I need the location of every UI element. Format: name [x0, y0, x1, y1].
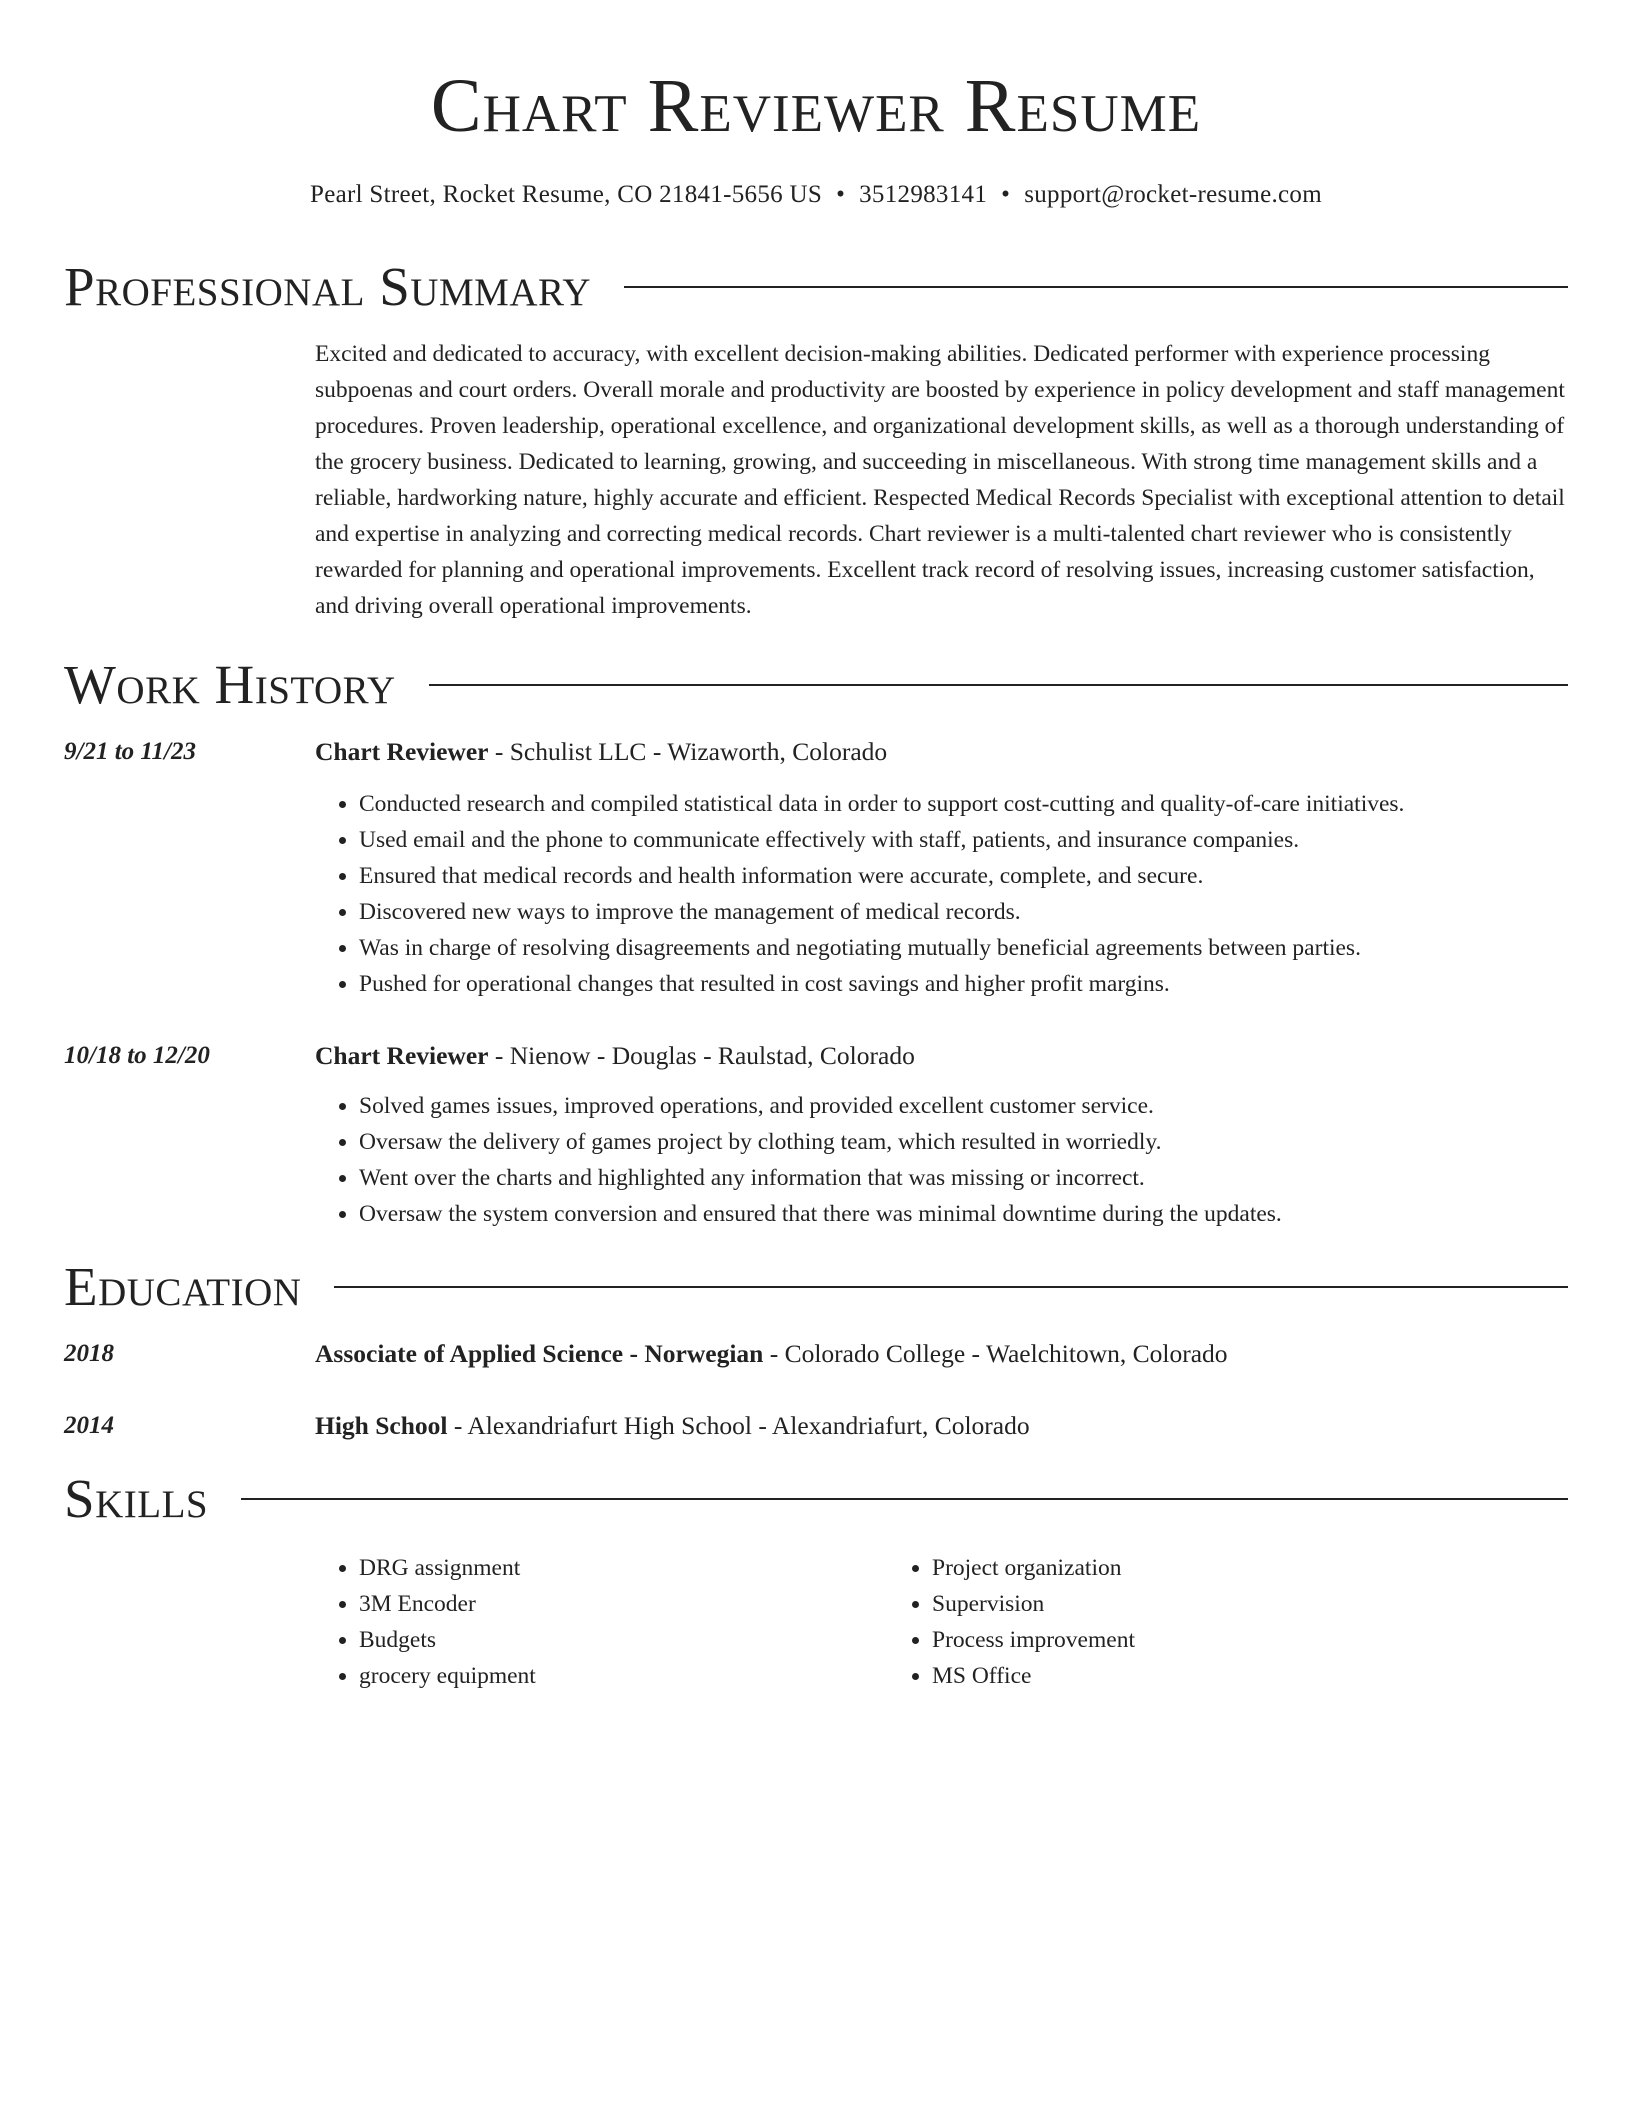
skill-item: • Supervision [932, 1586, 1461, 1622]
section-divider [334, 1286, 1568, 1288]
job-bullet: • Oversaw the system conversion and ensured that there was minimal downtime during the updates. [359, 1196, 1568, 1232]
work-history-heading-row [64, 654, 1568, 716]
education-degree: Associate of Applied Science - Norwegian [315, 1339, 764, 1368]
education-entry [64, 1338, 1568, 1370]
job-bullet: • Went over the charts and highlighted any information that was missing or incorrect. [359, 1160, 1568, 1196]
job-bullet: • Conducted research and compiled statistical data in order to support cost-cutting and quality-of-care initiatives. [359, 786, 1568, 822]
job-bullet: • Solved games issues, improved operations, and provided excellent customer service. [359, 1088, 1568, 1124]
contact-separator: • [1001, 181, 1011, 208]
skill-item: • Budgets [359, 1622, 888, 1658]
contact-line [64, 180, 1568, 210]
education-entry [64, 1410, 1568, 1442]
job-title: Chart Reviewer [315, 737, 489, 766]
contact-phone: 3512983141 [859, 181, 988, 208]
job-details: - Nienow - Douglas - Raulstad, Colorado [488, 1041, 915, 1070]
job-bullet: • Oversaw the delivery of games project by clothing team, which resulted in worriedly. [359, 1124, 1568, 1160]
skill-item: • MS Office [932, 1658, 1461, 1694]
education-year: 2014 [64, 1412, 114, 1439]
education-body [315, 1410, 1568, 1442]
skills-list-left [315, 1550, 888, 1694]
contact-email: support@rocket-resume.com [1024, 181, 1322, 208]
job-entry [64, 1040, 1568, 1232]
skills-section [64, 1468, 1568, 1694]
job-details: - Schulist LLC - Wizaworth, Colorado [488, 737, 888, 766]
section-divider [624, 286, 1568, 288]
skill-item: • DRG assignment [359, 1550, 888, 1586]
summary-heading-row [64, 256, 1568, 318]
section-divider [429, 684, 1568, 686]
education-details: - Colorado College - Waelchitown, Colorado [763, 1339, 1228, 1368]
section-divider [241, 1498, 1568, 1500]
job-title: Chart Reviewer [315, 1041, 489, 1070]
contact-separator: • [836, 181, 846, 208]
skill-item: • 3M Encoder [359, 1586, 888, 1622]
job-bullets [315, 1088, 1568, 1232]
job-dates: 10/18 to 12/20 [64, 1042, 210, 1069]
skill-item: • grocery equipment [359, 1658, 888, 1694]
job-dates: 9/21 to 11/23 [64, 738, 196, 765]
education-heading-row [64, 1256, 1568, 1318]
job-heading [315, 1040, 1568, 1072]
work-history-section [64, 654, 1568, 1232]
skills-list-right [888, 1550, 1461, 1694]
skill-item: • Process improvement [932, 1622, 1461, 1658]
skills-grid [315, 1550, 1568, 1694]
skill-item: • Project organization [932, 1550, 1461, 1586]
job-entry [64, 736, 1568, 1002]
education-degree: High School [315, 1411, 448, 1440]
job-bullet: • Used email and the phone to communicate effectively with staff, patients, and insurance companies. [359, 822, 1568, 858]
job-bullet: • Discovered new ways to improve the management of medical records. [359, 894, 1568, 930]
education-year: 2018 [64, 1340, 114, 1367]
summary-section [64, 256, 1568, 624]
education-heading: Education [64, 1256, 302, 1317]
job-bullets [315, 786, 1568, 1002]
contact-address: Pearl Street, Rocket Resume, CO 21841-5656 US [310, 181, 823, 208]
education-section [64, 1256, 1568, 1442]
summary-heading: Professional Summary [64, 256, 592, 317]
summary-text: Excited and dedicated to accuracy, with excellent decision-making abilities. Dedicated performer with experience processing subpoenas and court orders. Overall morale and productivity are boosted by experience in policy development and staff management procedures. Proven leadership, operational excellence, and organizational development skills, as well as a thorough understanding of the grocery business. Dedicated to learning, growing, and succeeding in miscellaneous. With strong time management skills and a reliable, hardworking nature, highly accurate and efficient. Respected Medical Records Specialist with exceptional attention to detail and expertise in analyzing and correcting medical records. Chart reviewer is a multi-talented chart reviewer who is consistently rewarded for planning and operational improvements. Excellent track record of resolving issues, increasing customer satisfaction, and driving overall operational improvements. [315, 341, 1565, 619]
job-bullet: • Ensured that medical records and health information were accurate, complete, and secure. [359, 858, 1568, 894]
job-body [315, 1040, 1568, 1232]
work-history-heading: Work History [64, 654, 396, 715]
job-body [315, 736, 1568, 1002]
resume-title: Chart Reviewer Resume [430, 64, 1202, 148]
skills-heading-row [64, 1468, 1568, 1530]
job-bullet: • Was in charge of resolving disagreements and negotiating mutually beneficial agreements between parties. [359, 930, 1568, 966]
education-body [315, 1338, 1568, 1370]
job-bullet: • Pushed for operational changes that resulted in cost savings and higher profit margins. [359, 966, 1568, 1002]
job-heading [315, 736, 1568, 768]
skills-heading: Skills [64, 1468, 209, 1529]
education-details: - Alexandriafurt High School - Alexandriafurt, Colorado [447, 1411, 1030, 1440]
education-heading-line [315, 1410, 1568, 1442]
education-heading-line [315, 1338, 1568, 1370]
